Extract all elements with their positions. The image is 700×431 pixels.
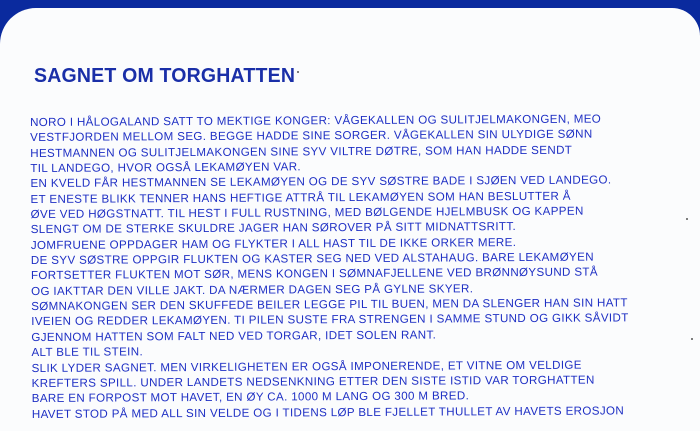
sign-title: SAGNET OM TORGHATTEN xyxy=(34,64,296,88)
text-line: SLIK LYDER SAGNET. MEN VIRKELIGHETEN ER OGSÅ IMPONERENDE, ET VITNE OM VELDIGE xyxy=(31,358,582,375)
text-line: OG IAKTTAR DEN VILLE JAKT. DA NÆRMER DAGEN SEG PÅ GYLNE SKYER. xyxy=(31,282,474,298)
legend-text xyxy=(30,111,672,422)
text-line: GJENNOM HATTEN SOM FALT NED VED TORGAR, IDET SOLEN RANT. xyxy=(31,328,437,344)
sign-board xyxy=(0,8,700,431)
text-line: FORTSETTER FLUKTEN MOT SØR, MENS KONGEN I SØMNAFJELLENE VED BRØNNØYSUND STÅ xyxy=(30,265,598,283)
text-line: HAVET STOD PÅ MED ALL SIN VELDE OG I TIDENS LØP BLE FJELLET THULLET AV HAVETS EROSJON xyxy=(31,403,625,421)
text-line: NORO I HÅLOGALAND SATT TO MEKTIGE KONGER: VÅGEKALLEN OG SULITJELMAKONGEN, MEO xyxy=(30,112,602,129)
text-line: JOMFRUENE OPPDAGER HAM OG FLYKTER I ALL HAST TIL DE IKKE ORKER MERE. xyxy=(30,235,517,252)
text-line: EN KVELD FÅR HESTMANNEN SE LEKAMØYEN OG DE SYV SØSTRE BADE I SJØEN VED LANDEGO. xyxy=(30,173,612,191)
text-line: HESTMANNEN OG SULITJELMAKONGEN SINE SYV VILTRE DØTRE, SOM HAN HADDE SENDT xyxy=(30,143,573,160)
text-line: ET ENESTE BLIKK TENNER HANS HEFTIGE ATTRÅ TIL LEKAMØYEN SOM HAN BESLUTTER Å xyxy=(30,189,571,206)
text-line: VESTFJORDEN MELLOM SEG. BEGGE HADDE SINE SORGER. VÅGEKALLEN SIN ULYDIGE SØNN xyxy=(30,127,593,145)
text-line: IVEIEN OG REDDER LEKAMØYEN. TI PILEN SUSTE FRA STRENGEN I SAMME STUND OG GIKK SÅVIDT xyxy=(31,311,629,329)
text-line: BARE EN FORPOST MOT HAVET, EN ØY CA. 1000 M LANG OG 300 M BRED. xyxy=(31,389,470,406)
text-line: SLENGT OM DE STERKE SKULDRE JAGER HAN SØROVER PÅ SITT MIDNATTSRITT. xyxy=(30,220,517,237)
dust-speck xyxy=(691,338,693,340)
text-line: KREFTERS SPILL. UNDER LANDETS NEDSENKNING ETTER DEN SISTE ISTID VAR TORGHATTEN xyxy=(31,373,595,390)
dust-speck xyxy=(686,218,688,220)
text-line: ALT BLE TIL STEIN. xyxy=(31,345,144,360)
text-line: DE SYV SØSTRE OPPGIR FLUKTEN OG KASTER SEG NED VED ALSTAHAUG. BARE LEKAMØYEN xyxy=(30,250,594,268)
text-line: TIL LANDEGO, HVOR OGSÅ LEKAMØYEN VAR. xyxy=(30,160,302,176)
text-line: ØVE VED HØGSTNATT. TIL HEST I FULL RUSTNING, MED BØLGENDE HJELMBUSK OG KAPPEN xyxy=(30,204,584,222)
text-line: SØMNAKONGEN SER DEN SKUFFEDE BEILER LEGGE PIL TIL BUEN, MEN DA SLENGER HAN SIN HATT xyxy=(31,296,628,314)
dust-speck xyxy=(297,71,299,73)
